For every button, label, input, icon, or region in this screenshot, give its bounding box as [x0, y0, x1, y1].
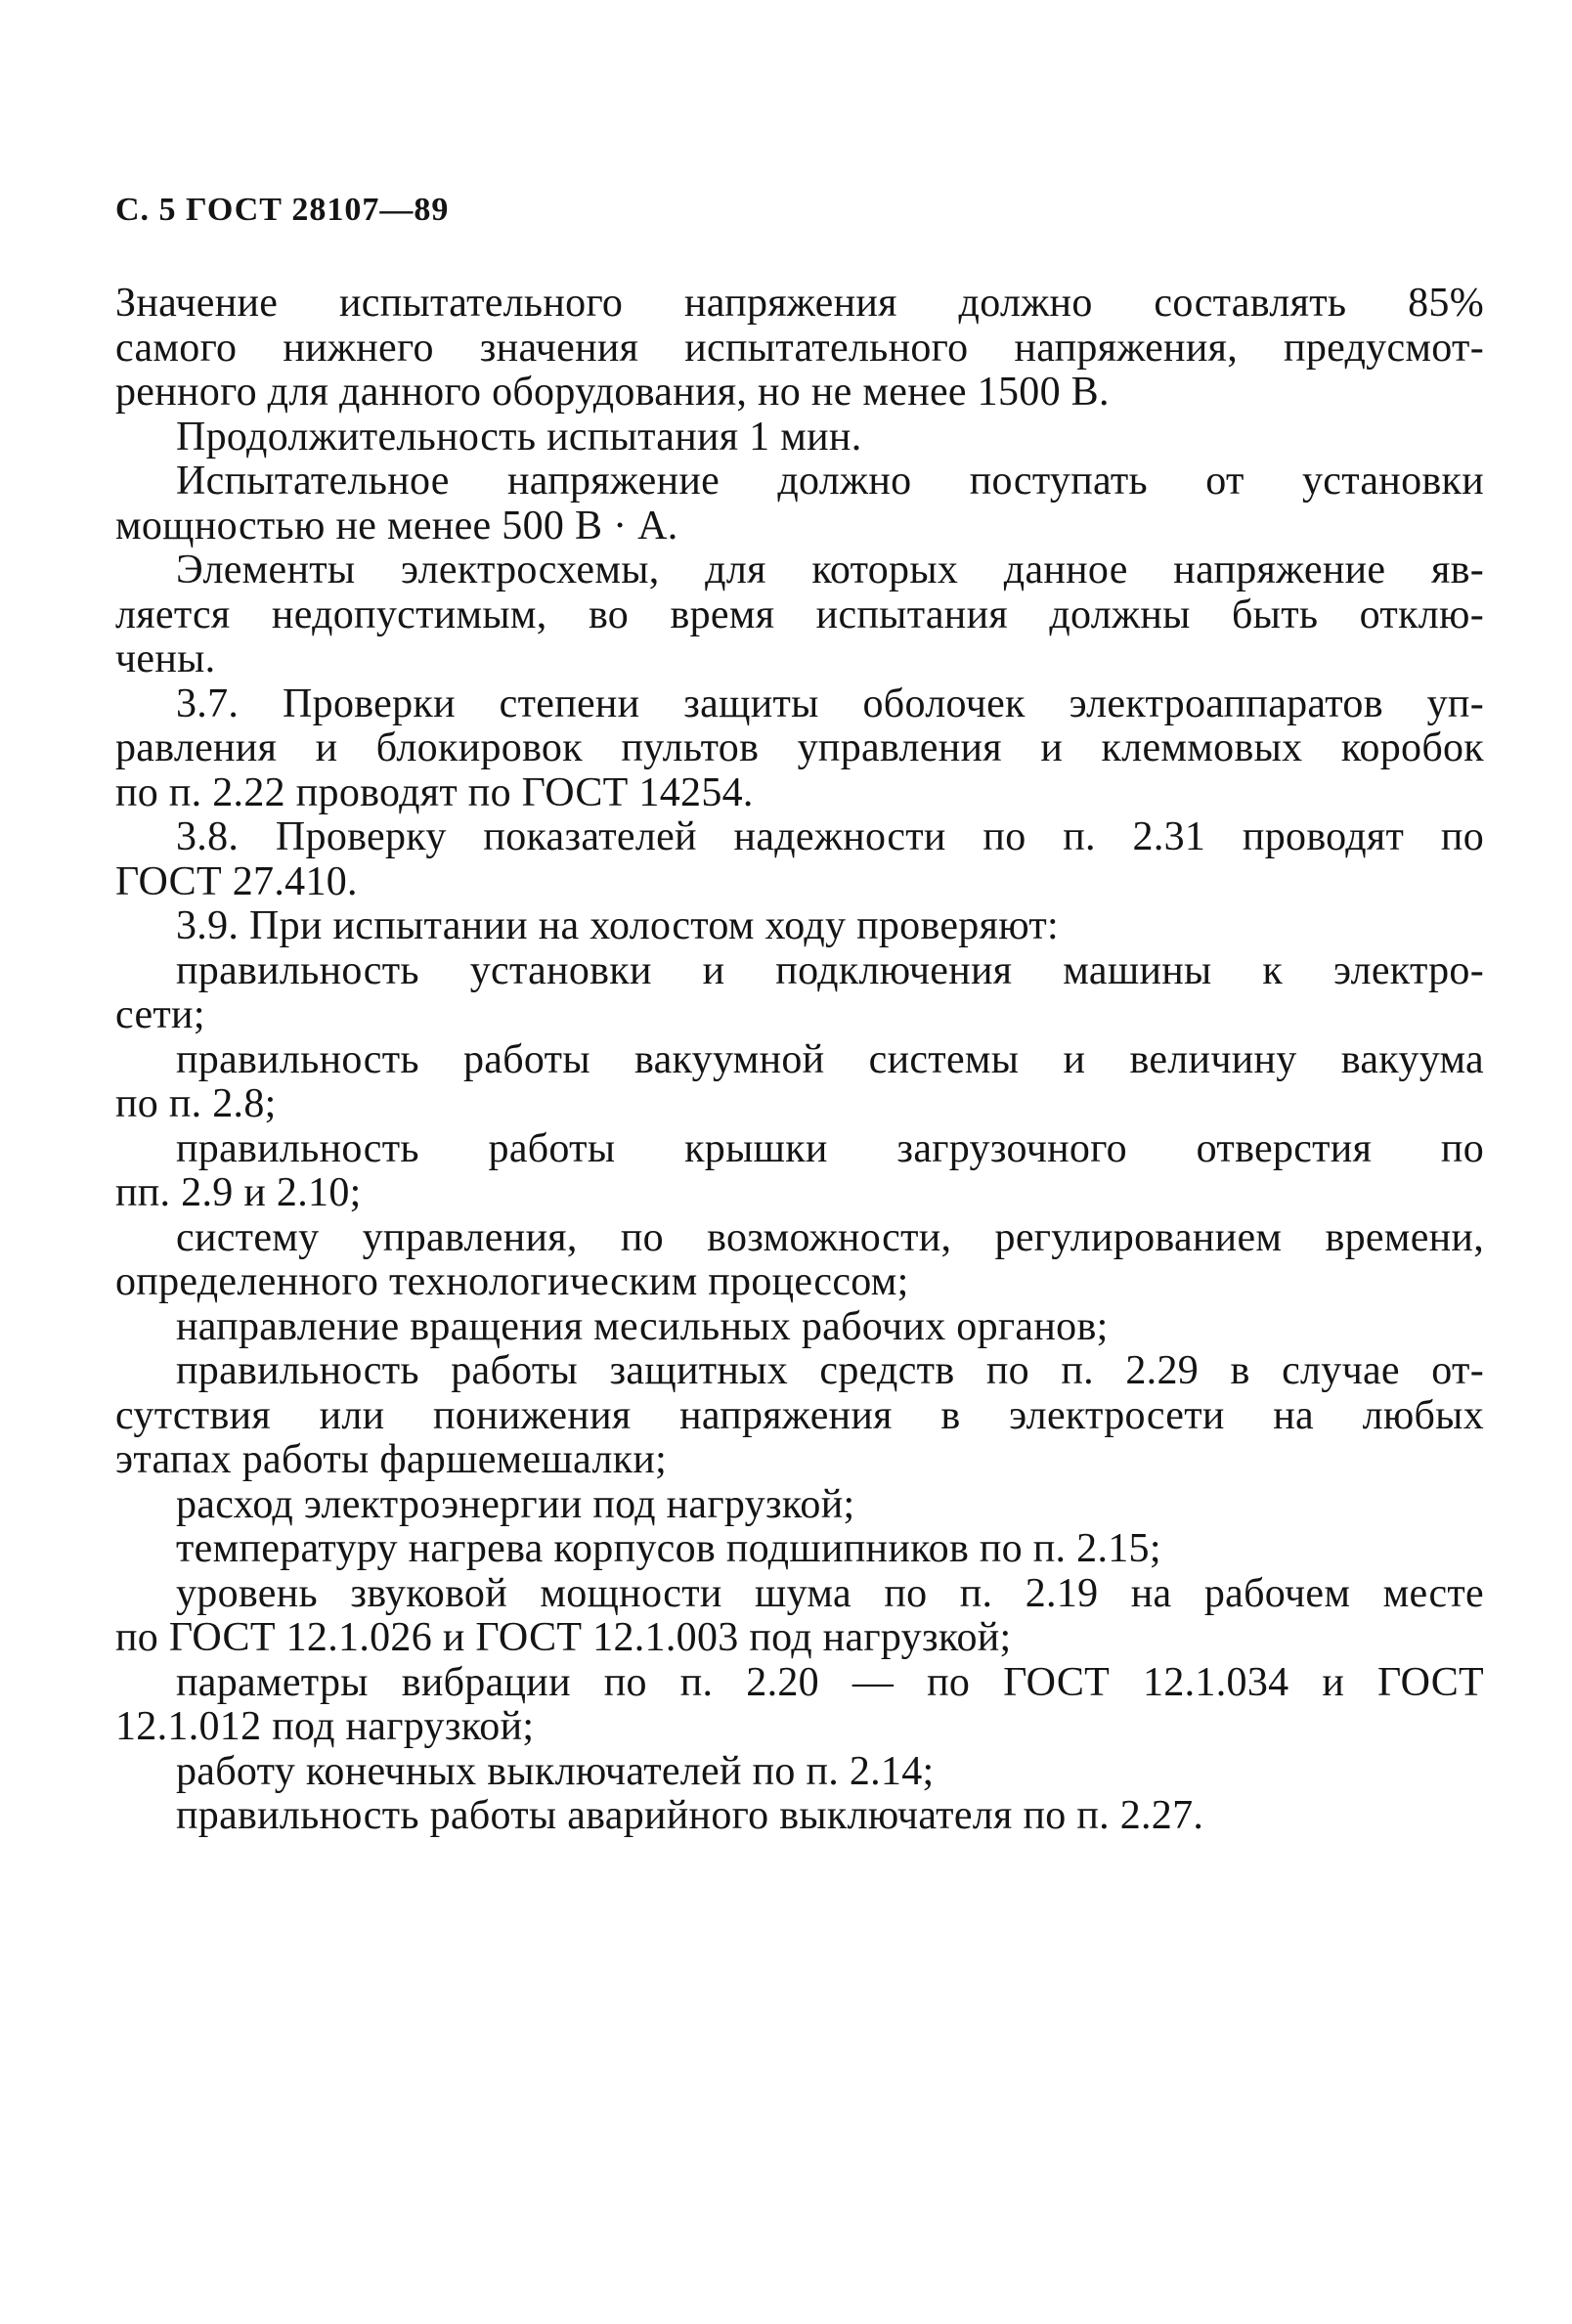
text-line: этапах работы фаршемешалки;	[115, 1437, 668, 1482]
page-header: С. 5 ГОСТ 28107—89	[115, 192, 450, 228]
text-line: температуру нагрева корпусов подшипников по п. 2.15;	[176, 1526, 1161, 1571]
text-line: по ГОСТ 12.1.026 и ГОСТ 12.1.003 под нагрузкой;	[115, 1615, 1012, 1660]
text-line: ГОСТ 27.410.	[115, 858, 358, 904]
text-line: Элементы электросхемы, для которых данное напряжение яв-	[176, 548, 1484, 592]
text-line: направление вращения месильных рабочих органов;	[176, 1303, 1109, 1349]
text-line: правильность работы защитных средств по п. 2.29 в случае от-	[176, 1348, 1484, 1393]
text-line: 3.9. При испытании на холостом ходу проверяют:	[176, 903, 1059, 948]
document-body	[115, 282, 1484, 1839]
text-line: расход электроэнергии под нагрузкой;	[176, 1481, 855, 1527]
text-line: чены.	[115, 636, 216, 681]
text-line: правильность работы аварийного выключателя по п. 2.27.	[176, 1793, 1204, 1838]
text-line: правильность работы крышки загрузочного отверстия по	[176, 1125, 1484, 1171]
text-line: по п. 2.8;	[115, 1081, 277, 1126]
text-line: 3.8. Проверку показателей надежности по п. 2.31 проводят по	[176, 814, 1484, 859]
text-line: Значение испытательного напряжения должно составлять 85%	[115, 281, 1484, 326]
text-line: Испытательное напряжение должно поступать от установки	[176, 459, 1484, 504]
text-line: 3.7. Проверки степени защиты оболочек электроаппаратов уп-	[176, 680, 1484, 726]
text-line: равления и блокировок пультов управления и клеммовых коробок	[115, 725, 1484, 770]
text-line: Продолжительность испытания 1 мин.	[176, 414, 862, 460]
text-line: параметры вибрации по п. 2.20 — по ГОСТ 12.1.034 и ГОСТ	[176, 1659, 1484, 1705]
text-line: самого нижнего значения испытательного напряжения, предусмот-	[115, 325, 1484, 371]
text-line: сутствия или понижения напряжения в электросети на любых	[115, 1392, 1484, 1438]
text-line: ренного для данного оборудования, но не менее 1500 В.	[115, 370, 1110, 415]
text-line: систему управления, по возможности, регулированием времени,	[176, 1214, 1484, 1260]
text-line: ляется недопустимым, во время испытания должны быть отклю-	[115, 592, 1484, 637]
text-line: мощностью не менее 500 В · А.	[115, 503, 678, 548]
text-line: уровень звуковой мощности шума по п. 2.19 на рабочем месте	[176, 1570, 1484, 1616]
text-line: сети;	[115, 992, 205, 1037]
text-line: правильность установки и подключения машины к электро-	[176, 947, 1484, 993]
text-line: правильность работы вакуумной системы и величину вакуума	[176, 1036, 1484, 1082]
text-line: 12.1.012 под нагрузкой;	[115, 1704, 535, 1749]
text-line: определенного технологическим процессом;	[115, 1259, 909, 1304]
text-line: работу конечных выключателей по п. 2.14;	[176, 1748, 935, 1794]
text-line: по п. 2.22 проводят по ГОСТ 14254.	[115, 769, 754, 815]
text-line: пп. 2.9 и 2.10;	[115, 1170, 362, 1215]
